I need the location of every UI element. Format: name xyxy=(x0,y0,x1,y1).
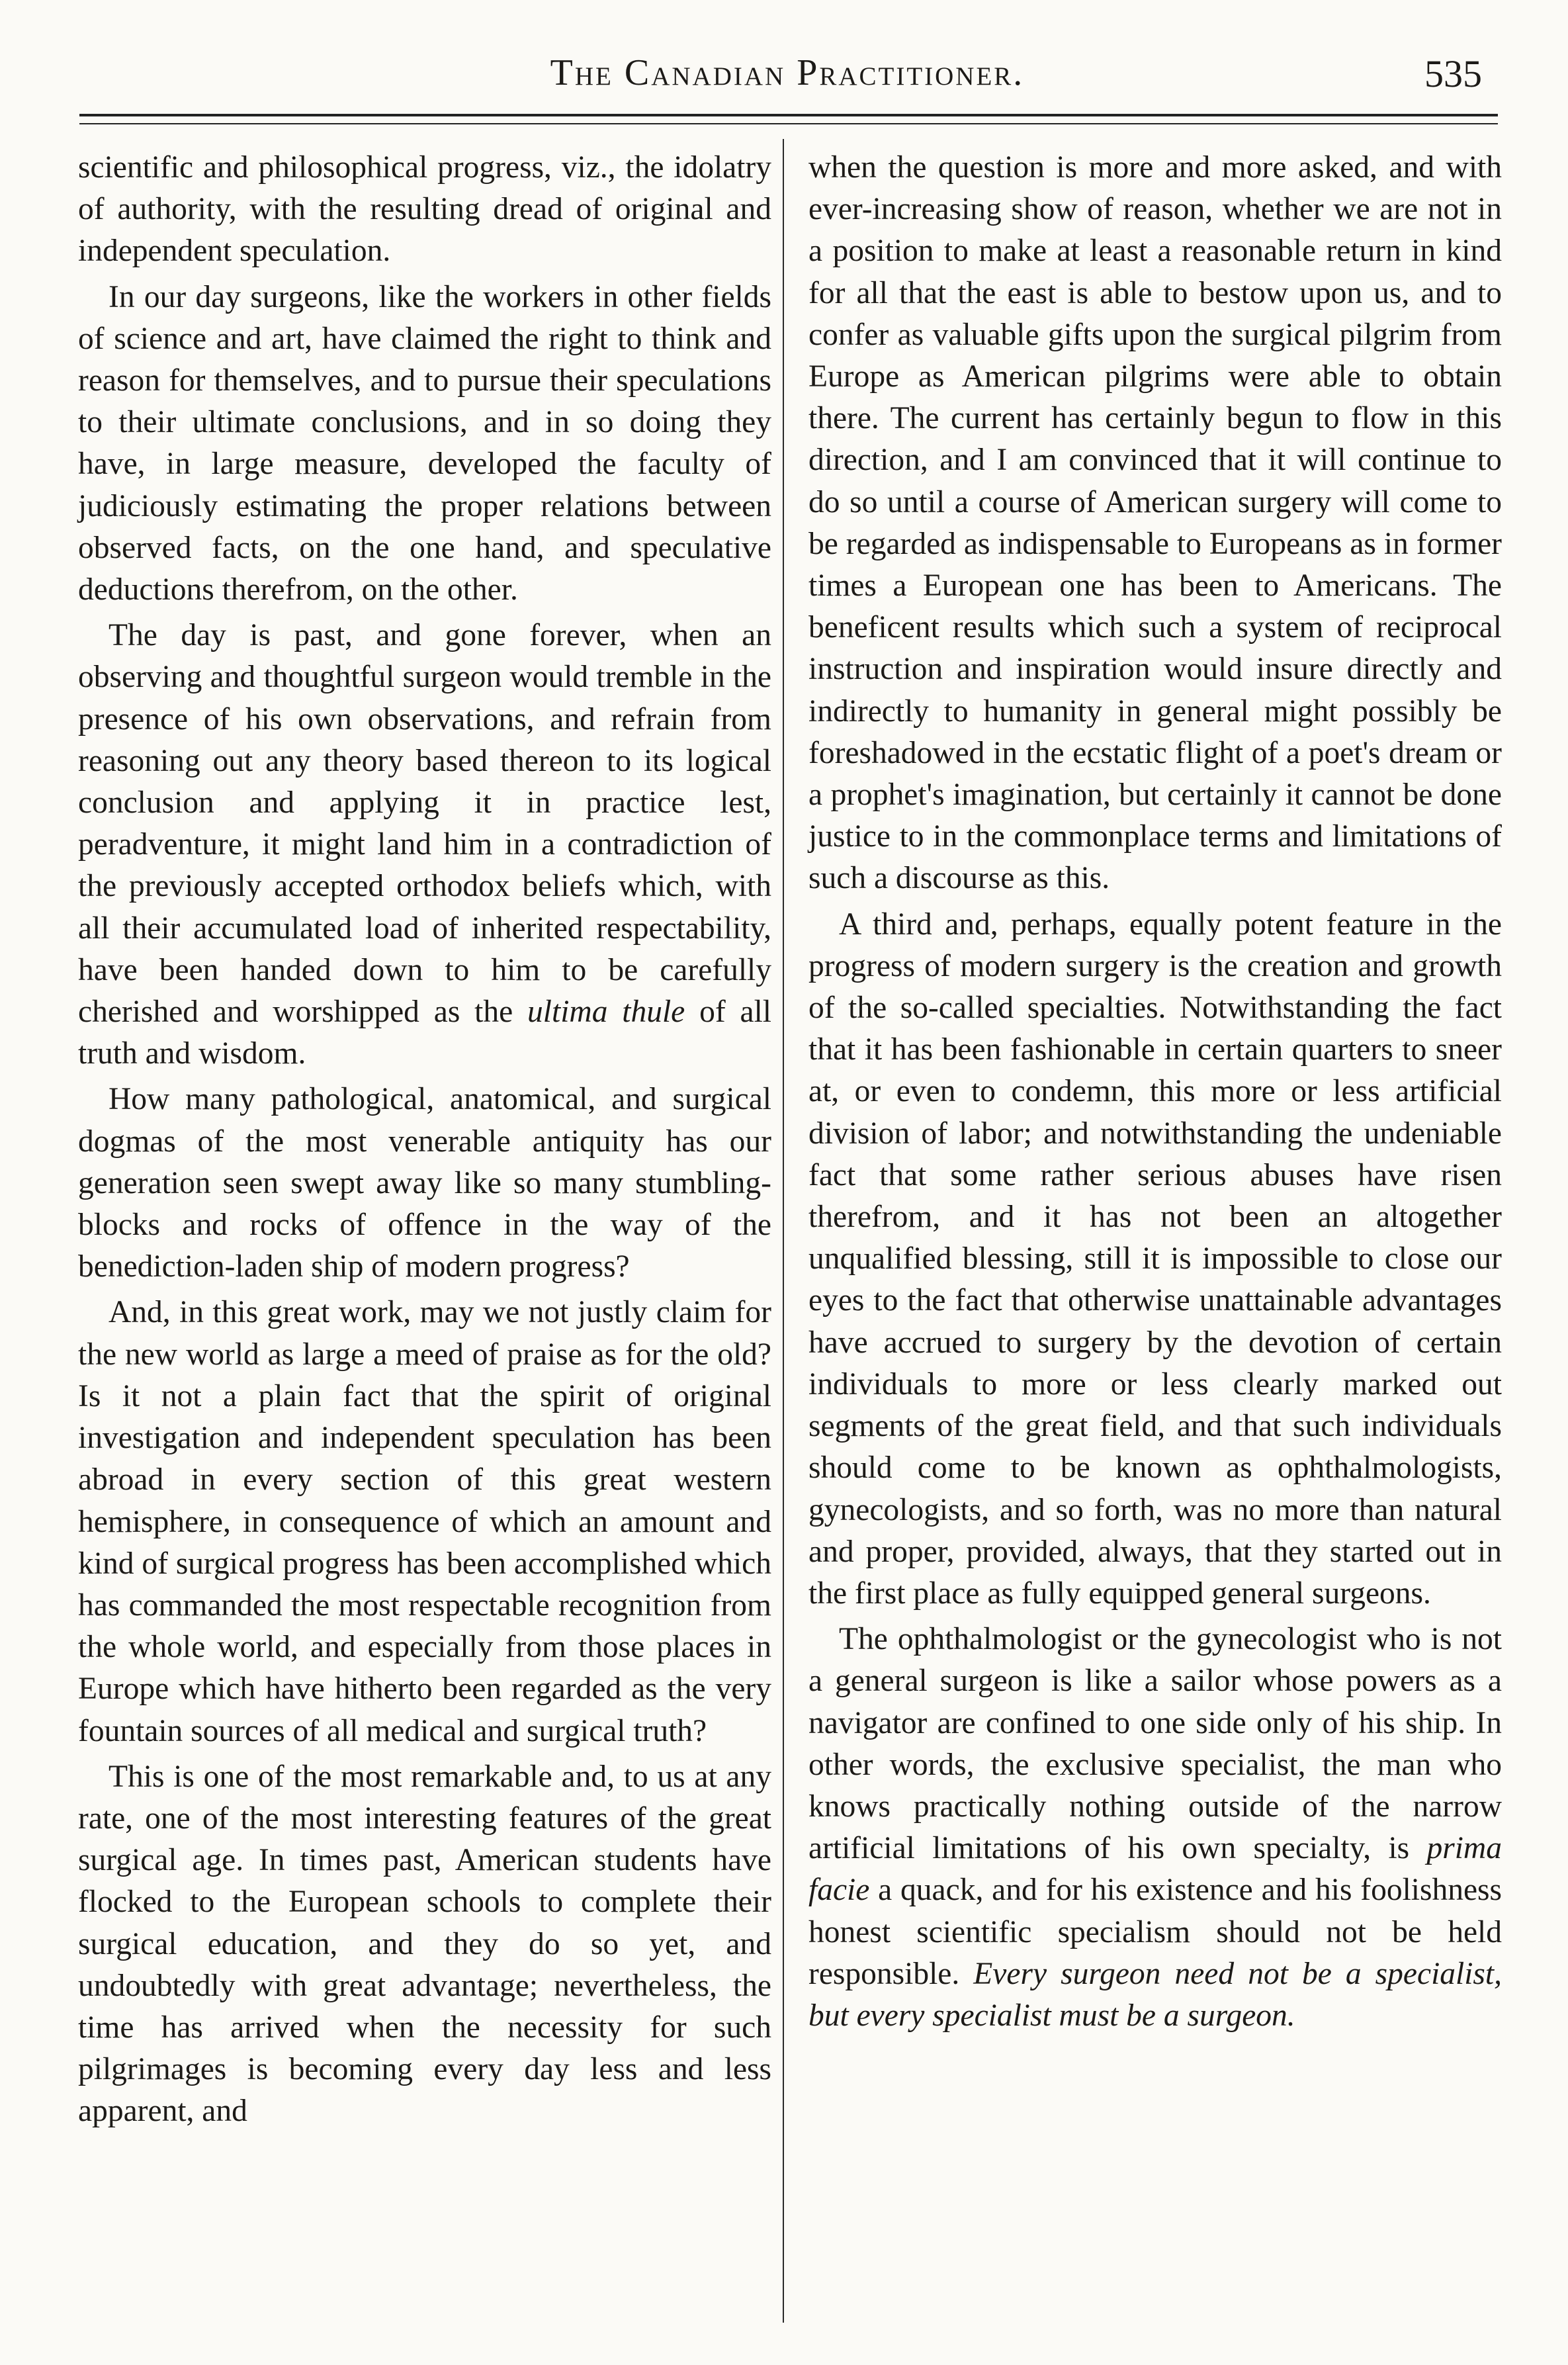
page-header xyxy=(78,52,1497,115)
header-rule-thin xyxy=(79,123,1498,124)
paragraph-text: a quack, and for his existence and his foolishness honest scientific specialism should not be held responsible. xyxy=(808,1873,1502,1991)
paragraph-text: The ophthalmologist or the gynecologist who is not a general surgeon is like a sailor whose powers as a navigator are confined to one side only of his ship. In other words, the exclusive specialist, the man who knows practically nothing outside of the narrow artificial limitations of his own specialty, is xyxy=(808,1622,1502,1866)
paragraph: A third and, perhaps, equally potent feature in the progress of modern surgery is the creation and growth of the so-called specialties. Notwithstanding the fact that it has been fashionable in certain quarters to sneer at, or even to condemn, this more or less artificial division of labor; and notwithstanding the undeniable fact that some rather serious abuses have risen therefrom, and it has not been an altogether unqualified blessing, still it is impossible to close our eyes to the fact that otherwise unattainable advantages have accrued to surgery by the devotion of certain individuals to more or less clearly marked out segments of the great field, and that such individuals should come to be known as ophthalmologists, gynecologists, and so forth, was no more than natural and proper, provided, always, that they started out in the first place as fully equipped general surgeons. xyxy=(808,907,1502,1611)
paragraph: How many pathological, anatomical, and surgical dogmas of the most venerable antiquity has our generation seen swept away like so many stumbling-blocks and rocks of offence in the way of the benediction-laden ship of modern progress? xyxy=(78,1082,771,1284)
paragraph-text: of all truth and wisdom. xyxy=(78,995,771,1071)
paragraph: And, in this great work, may we not justly claim for the new world as large a meed of praise as for the old? Is it not a plain fact that the spirit of original investigation and independent speculation has been abroad in every section of this great western hemisphere, in consequence of which an amount and kind of surgical progress has been accomplished which has commanded the most respectable recognition from the whole world, and especially from those places in Europe which have hitherto been regarded as the very fountain sources of all medical and surgical truth? xyxy=(78,1295,771,1748)
column-divider xyxy=(783,139,784,2323)
italic-maxim: Every surgeon need not be a specialist, but every specialist must be a surgeon. xyxy=(808,1956,1502,2033)
running-title: The Canadian Practitioner. xyxy=(550,52,1025,93)
right-column xyxy=(808,147,1502,2037)
paragraph: scientific and philosophical progress, viz., the idolatry of authority, with the resulting dread of original and independent speculation. xyxy=(78,150,771,269)
paragraph: when the question is more and more asked, and with ever-increasing show of reason, whether we are not in a position to make at least a reasonable return in kind for all that the east is able to bestow upon us, and to confer as valuable gifts upon the surgical pilgrim from Europe as American pilgrims were able to obtain there. The current has certainly begun to flow in this direction, and I am convinced that it will continue to do so until a course of American surgery will come to be regarded as indispensable to Europeans as in former times a European one has been to Americans. The beneficent results which such a system of reciprocal instruction and inspiration would insure directly and indirectly to humanity in general might possibly be foreshadowed in the ecstatic flight of a poet's dream or a prophet's imagination, but certainly it cannot be done justice to in the commonplace terms and limitations of such a discourse as this. xyxy=(808,150,1502,896)
paragraph xyxy=(78,615,771,1075)
page-number: 535 xyxy=(1424,52,1482,95)
left-column xyxy=(78,147,771,2133)
paragraph: This is one of the most remarkable and, to us at any rate, one of the most interesting features of the great surgical age. In times past, American students have flocked to the European schools to complete their surgical education, and they do so yet, and undoubtedly with great advantage; nevertheless, the time has arrived when the necessity for such pilgrimages is becoming every day less and less apparent, and xyxy=(78,1759,771,2129)
italic-phrase: ultima thule xyxy=(527,995,685,1030)
paragraph-text: The day is past, and gone forever, when an observing and thoughtful surgeon would tremble in the presence of his own observations, and refrain from reasoning out any theory based thereon to its logical conclusion and applying it in practice lest, peradventure, it might land him in a contradiction of the previously accepted orthodox beliefs which, with all their accumulated load of inherited respectability, have been handed down to him to be carefully cherished and worshipped as the xyxy=(78,618,771,1030)
italic-phrase: prima facie xyxy=(808,1831,1502,1908)
paragraph xyxy=(808,1619,1502,2037)
paragraph: In our day surgeons, like the workers in other fields of science and art, have claimed the right to think and reason for themselves, and to pursue their speculations to their ultimate conclusions, and in so doing they have, in large measure, developed the faculty of judiciously estimating the proper relations between observed facts, on the one hand, and speculative deductions therefrom, on the other. xyxy=(78,279,771,607)
header-rule-thick xyxy=(79,114,1498,116)
